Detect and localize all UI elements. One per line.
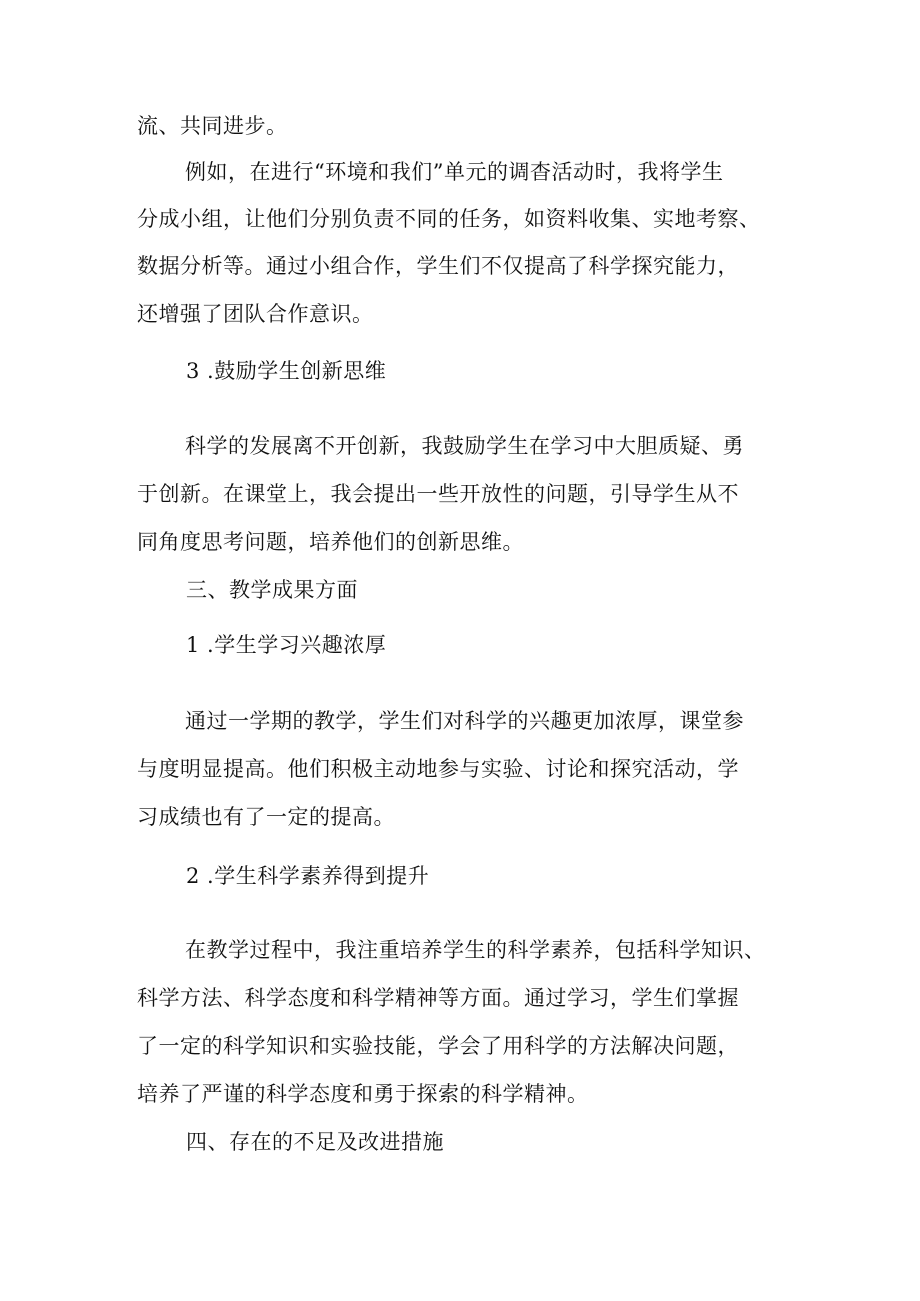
paragraph-line: 了一定的科学知识和实验技能，学会了用科学的方法解决问题， — [137, 1034, 739, 1058]
paragraph-line: 培养了严谨的科学态度和勇于探索的科学精神。 — [137, 1082, 589, 1106]
section-heading: 三、教学成果方面 — [186, 578, 358, 602]
subheading: 3 .鼓励学生创新思维 — [186, 359, 387, 383]
paragraph-continuation: 流、共同进步。 — [137, 114, 288, 138]
paragraph-line: 于创新。在课堂上，我会提出一些开放性的问题，引导学生从不 — [137, 482, 739, 506]
paragraph-line: 科学的发展离不开创新，我鼓励学生在学习中大胆质疑、勇 — [185, 434, 744, 458]
paragraph-line: 例如，在进行“环境和我们”单元的调杳活动时，我将学生 — [185, 160, 724, 184]
paragraph-line: 与度明显提高。他们积极主动地参与实验、讨论和探究活动，学 — [137, 757, 739, 781]
paragraph-line: 通过一学期的教学，学生们对科学的兴趣更加浓厚，课堂参 — [185, 709, 744, 733]
paragraph-line: 在教学过程中，我注重培养学生的科学素养，包括科学知识、 — [185, 938, 766, 962]
paragraph-line: 数据分析等。通过小组合作，学生们不仅提高了科学探究能力， — [137, 254, 739, 278]
paragraph-line: 分成小组，让他们分别负责不同的任务，如资料收集、实地考察、 — [137, 207, 761, 231]
section-heading: 四、存在的不足及改进措施 — [186, 1130, 444, 1154]
paragraph-line: 科学方法、科学态度和科学精神等方面。通过学习，学生们掌握 — [137, 986, 739, 1010]
paragraph-line: 习成绩也有了一定的提高。 — [137, 805, 395, 829]
paragraph-line: 同角度思考问题，培养他们的创新思维。 — [137, 530, 524, 554]
paragraph-line: 还增强了团队合作意识。 — [137, 302, 374, 326]
subheading: 2 .学生科学素养得到提升 — [186, 864, 430, 888]
subheading: 1 .学生学习兴趣浓厚 — [186, 633, 387, 657]
